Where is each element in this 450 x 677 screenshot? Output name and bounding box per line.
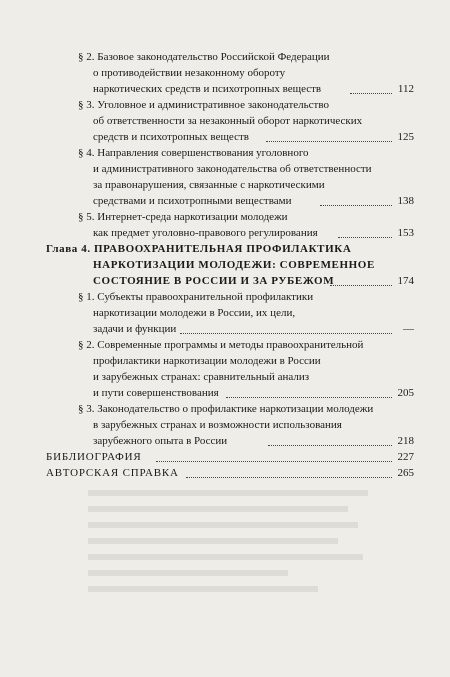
toc-entry-3-line-4: средствами и психотропными веществами (93, 195, 292, 207)
toc-entry-1-line-3: наркотических средств и психотропных веществ (93, 83, 322, 95)
toc-entry-7-line-3: и зарубежных странах: сравнительный анализ (93, 371, 310, 383)
leader-dots (180, 332, 392, 334)
toc-entry-8-line-1: § 3. Законодательство о профилактике наркотизации молодежи (78, 403, 374, 415)
show-through-text (88, 480, 378, 630)
toc-entry-7-page: 205 (397, 387, 414, 399)
bibliography-page: 227 (397, 451, 414, 463)
author-info-label: АВТОРСКАЯ СПРАВКА (46, 467, 179, 479)
toc-entry-1-line-2: о противодействии незаконному обороту (93, 67, 286, 79)
toc-entry-6-line-1: § 1. Субъекты правоохранительной профилактики (78, 291, 314, 303)
toc-entry-2-page: 125 (397, 131, 414, 143)
toc-entry-7-line-4: и пути совершенствования (93, 387, 219, 399)
chapter-4-heading-line-3: СОСТОЯНИЕ В РОССИИ И ЗА РУБЕЖОМ (93, 275, 335, 287)
bibliography-label: БИБЛИОГРАФИЯ (46, 451, 142, 463)
author-info-page: 265 (397, 467, 414, 479)
toc-entry-8-line-2: в зарубежных странах и возможности использования (93, 419, 342, 431)
toc-entry-4-line-2: как предмет уголовно-правового регулирования (93, 227, 318, 239)
leader-dots (156, 460, 392, 462)
leader-dots (226, 396, 392, 398)
toc-entry-1-line-1: § 2. Базовое законодательство Российской Федерации (78, 51, 330, 63)
toc-entry-1-page: 112 (397, 83, 414, 95)
toc-entry-2-line-2: об ответственности за незаконный оборот наркотических (93, 115, 363, 127)
chapter-4-heading-line-2: НАРКОТИЗАЦИИ МОЛОДЕЖИ: СОВРЕМЕННОЕ (93, 259, 375, 271)
toc-entry-8-page: 218 (397, 435, 414, 447)
leader-dots (186, 476, 392, 478)
toc-entry-8-line-3: зарубежного опыта в России (93, 435, 228, 447)
chapter-4-page: 174 (397, 275, 414, 287)
toc-entry-7-line-1: § 2. Современные программы и методы правоохранительной (78, 339, 364, 351)
toc-entry-4-line-1: § 5. Интернет-среда наркотизации молодежи (78, 211, 288, 223)
toc-entry-6-line-2: наркотизации молодежи в России, их цели, (93, 307, 296, 319)
toc-entry-3-line-2: и административного законодательства об ответственности (93, 163, 372, 175)
toc-entry-4-page: 153 (397, 227, 414, 239)
toc-entry-2-line-3: средств и психотропных веществ (93, 131, 249, 143)
toc-entry-3-page: 138 (397, 195, 414, 207)
toc-entry-7-line-2: профилактики наркотизации молодежи в России (93, 355, 321, 367)
chapter-4-heading-line-1: Глава 4. ПРАВООХРАНИТЕЛЬНАЯ ПРОФИЛАКТИКА (46, 243, 352, 255)
toc-entry-6-page: — (403, 323, 414, 335)
toc-entry-3-line-3: за правонарушения, связанные с наркотическими (93, 179, 325, 191)
toc-entry-3-line-1: § 4. Направления совершенствования уголовного (78, 147, 309, 159)
toc-entry-2-line-1: § 3. Уголовное и административное законодательство (78, 99, 329, 111)
toc-entry-6-line-3: задачи и функции (93, 323, 177, 335)
